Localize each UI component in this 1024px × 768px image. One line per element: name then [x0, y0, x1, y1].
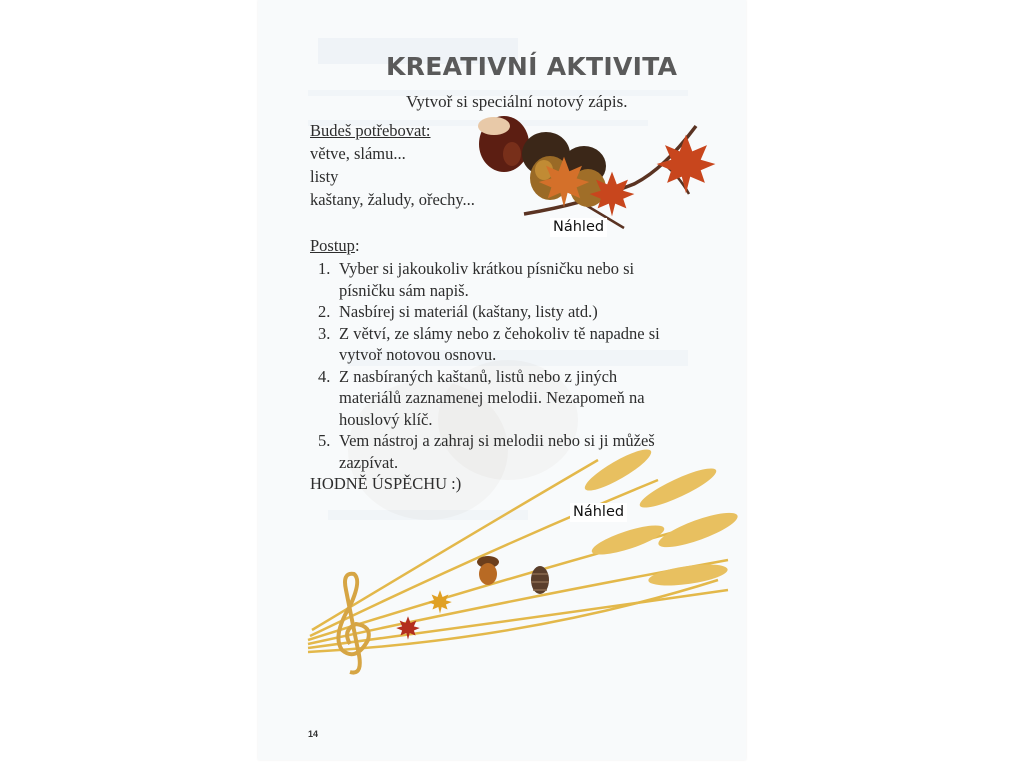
procedure-step: 3. Z větví, ze slámy nebo z čehokoliv tě napadne si vytvoř notovou osnovu. — [318, 323, 660, 364]
worksheet-page — [258, 0, 746, 760]
procedure-step: 5. Vem nástroj a zahraj si melodii nebo si ji můžeš zazpívat. — [318, 431, 655, 472]
page-number: 14 — [308, 729, 319, 739]
materials-heading: Budeš potřebovat: — [310, 121, 431, 140]
preview-label: Náhled — [550, 218, 607, 237]
page-title: KREATIVNÍ AKTIVITA — [386, 52, 678, 81]
procedure-step: 4. Z nasbíraných kaštanů, listů nebo z jiných materiálů zaznamenej melodii. Nezapomeň na houslový klíč. — [318, 366, 645, 429]
page-subtitle: Vytvoř si speciální notový zápis. — [406, 92, 628, 111]
materials-item: listy — [310, 167, 339, 186]
preview-label: Náhled — [570, 503, 627, 522]
acorn-icon — [477, 556, 499, 585]
procedure-step: 2. Nasbírej si materiál (kaštany, listy atd.) — [318, 302, 598, 321]
chestnut-icon — [478, 116, 529, 172]
pine-cone-icon — [531, 566, 549, 594]
materials-section — [310, 119, 475, 211]
procedure-heading: Postup: — [310, 236, 360, 255]
wheat-staff-illustration — [298, 440, 738, 690]
maple-leaf-icon — [657, 135, 716, 194]
procedure-step: 1. Vyber si jakoukoliv krátkou písničku nebo si písničku sám napiš. — [318, 259, 635, 300]
maple-leaf-icon — [428, 590, 452, 614]
materials-item: kaštany, žaludy, ořechy... — [310, 190, 475, 209]
autumn-decoration — [464, 104, 724, 234]
closing-text: HODNĚ ÚSPĚCHU :) — [310, 474, 462, 493]
materials-item: větve, slámu... — [310, 144, 406, 163]
